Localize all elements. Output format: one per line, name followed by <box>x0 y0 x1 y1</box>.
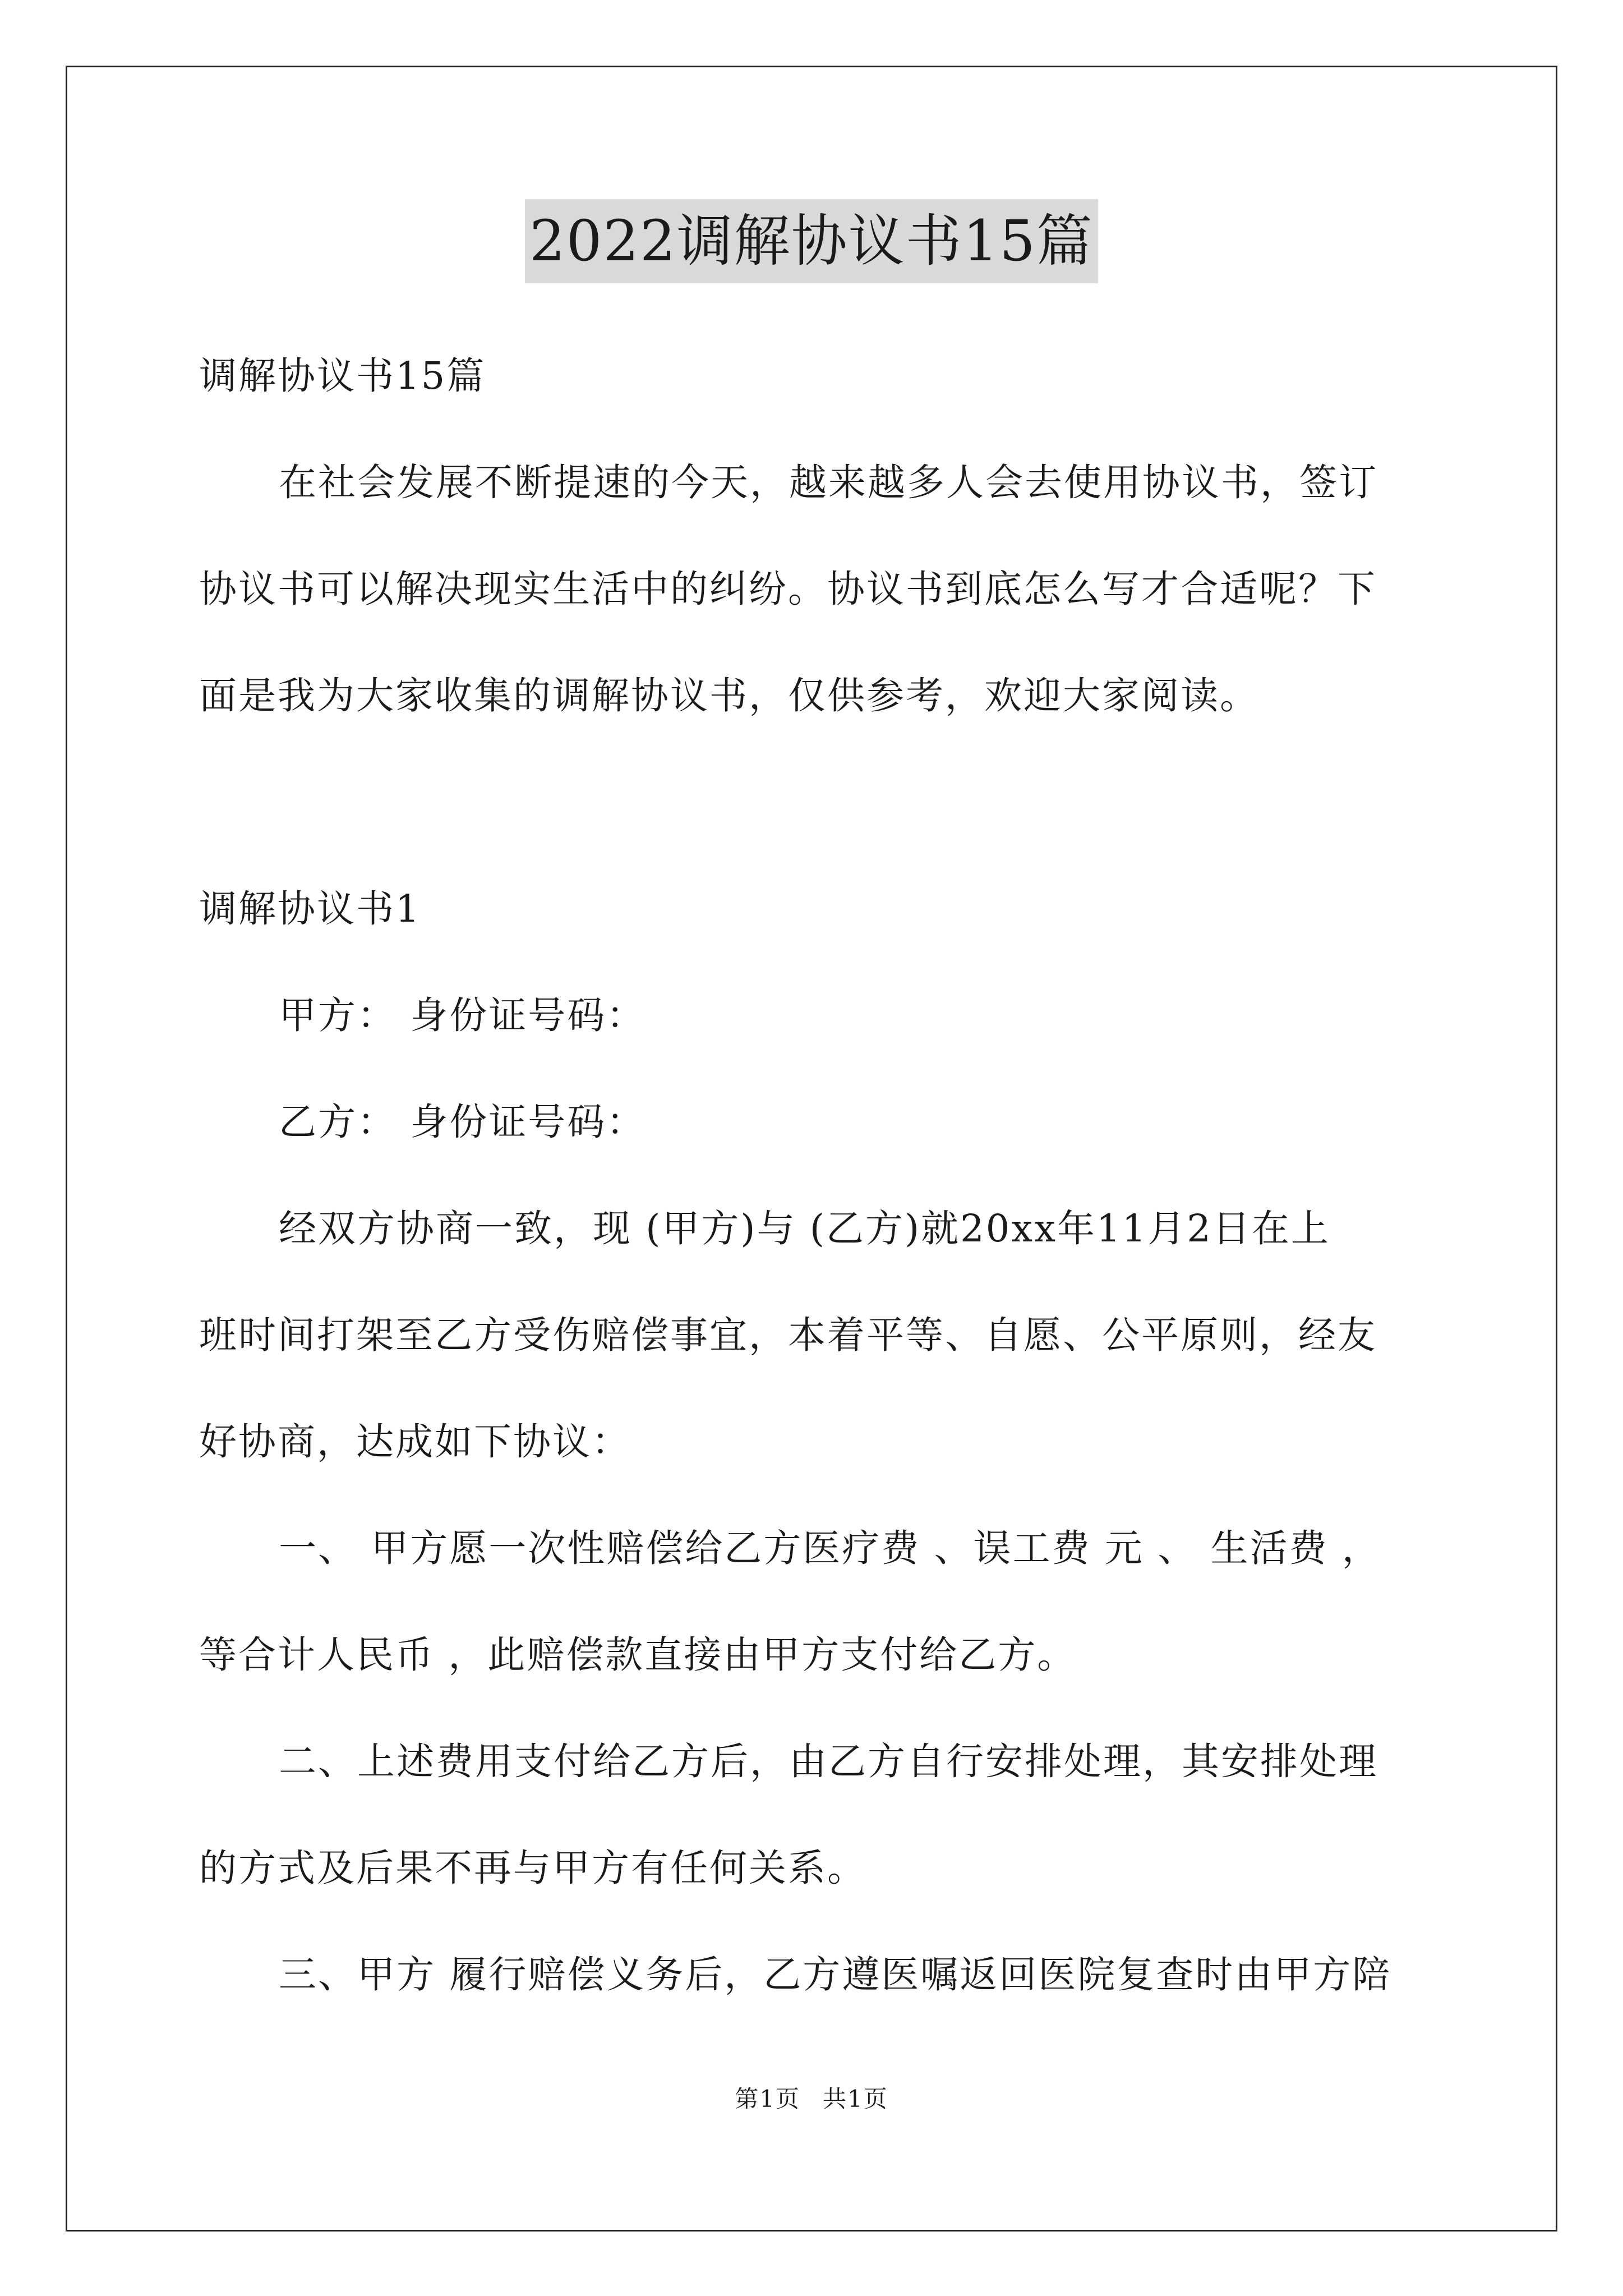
section-heading: 调解协议书1 <box>199 887 421 931</box>
page-number: 第1页 <box>735 2085 800 2113</box>
para1-line-1: 经双方协商一致，现 (甲方)与 (乙方)就20xx年11月2日在上 <box>279 1207 1330 1250</box>
clause1-line-2: 等合计人民币 ，此赔偿款直接由甲方支付给乙方。 <box>199 1633 1077 1677</box>
document-title: 2022调解协议书15篇 <box>525 199 1098 283</box>
page-total: 共1页 <box>823 2085 888 2113</box>
clause1-line-1: 一、 甲方愿一次性赔偿给乙方医疗费 、误工费 元 、 生活费 ， <box>279 1526 1381 1570</box>
document-subtitle: 调解协议书15篇 <box>199 354 486 398</box>
clause2-line-2: 的方式及后果不再与甲方有任何关系。 <box>199 1846 866 1890</box>
para1-line-2: 班时间打架至乙方受伤赔偿事宜，本着平等、自愿、公平原则，经友 <box>199 1313 1377 1357</box>
clause3-line-1: 三、甲方 履行赔偿义务后，乙方遵医嘱返回医院复查时由甲方陪 <box>279 1953 1392 1996</box>
page-footer <box>0 2082 1623 2116</box>
clause2-line-1: 二、上述费用支付给乙方后，由乙方自行安排处理，其安排处理 <box>279 1740 1378 1783</box>
intro-line-1: 在社会发展不断提速的今天，越来越多人会去使用协议书，签订 <box>279 461 1378 504</box>
party-b-line: 乙方： 身份证号码： <box>279 1100 646 1144</box>
party-a-line: 甲方： 身份证号码： <box>279 993 646 1037</box>
intro-line-2: 协议书可以解决现实生活中的纠纷。协议书到底怎么写才合适呢？下 <box>199 567 1377 611</box>
title-wrap <box>0 199 1623 283</box>
intro-line-3: 面是我为大家收集的调解协议书，仅供参考，欢迎大家阅读。 <box>199 674 1259 717</box>
para1-line-3: 好协商，达成如下协议： <box>199 1420 631 1464</box>
